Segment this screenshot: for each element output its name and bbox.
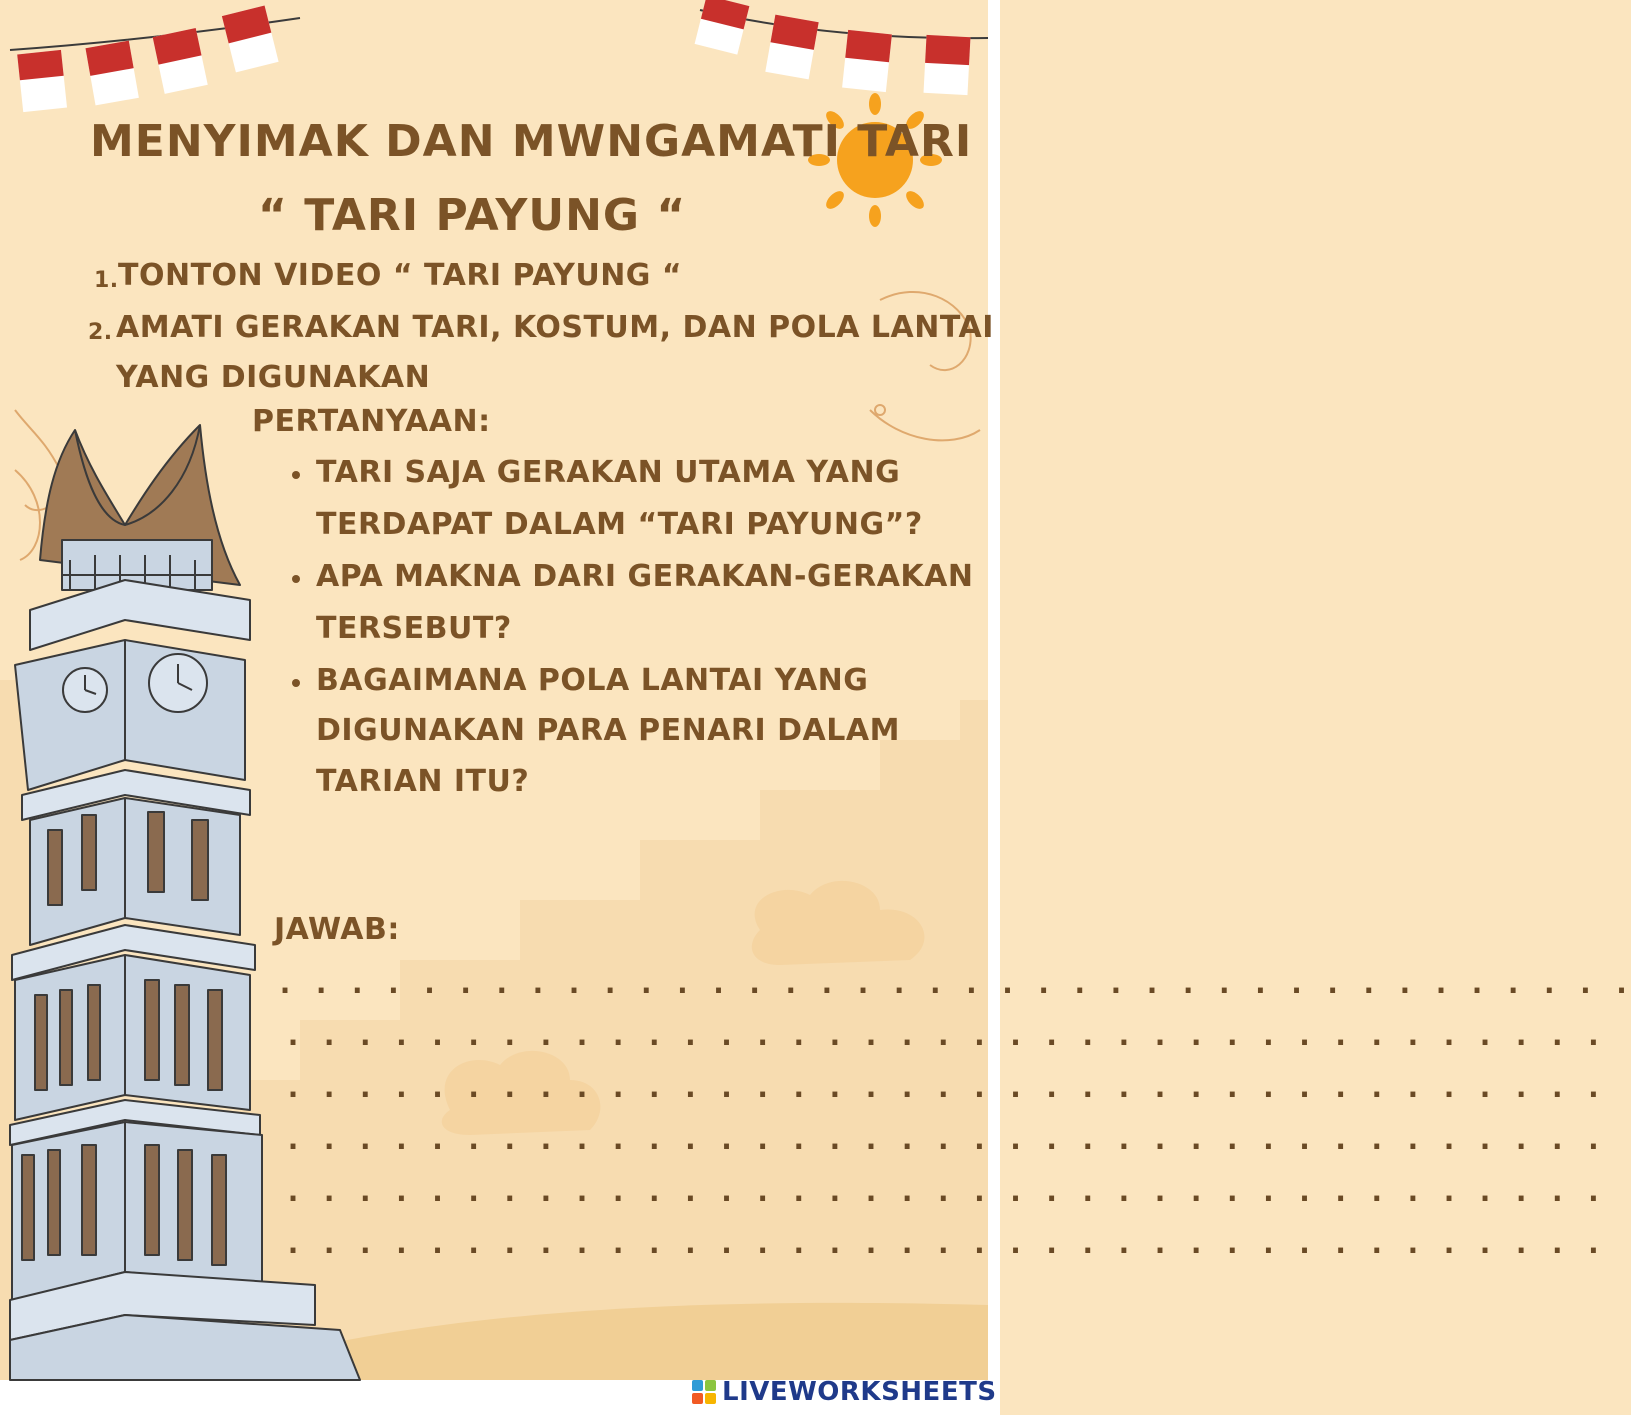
step-number: 2. (88, 320, 113, 345)
page-title: MENYIMAK DAN MWNGAMATI TARI (90, 116, 973, 167)
liveworksheets-logo-icon (692, 1380, 716, 1404)
question-2-line-1: APA MAKNA DARI GERAKAN-GERAKAN (316, 559, 974, 594)
answer-label: JAWAB: (274, 912, 400, 947)
question-1-line-2: TERDAPAT DALAM “TARI PAYUNG”? (316, 507, 923, 542)
step-1-text: TONTON VIDEO “ TARI PAYUNG “ (118, 258, 683, 293)
bullet-icon (292, 471, 300, 479)
bullet-icon (292, 575, 300, 583)
question-1-line-1: TARI SAJA GERAKAN UTAMA YANG (316, 455, 901, 490)
liveworksheets-footer[interactable] (692, 1377, 997, 1407)
liveworksheets-brand: LIVEWORKSHEETS (722, 1377, 997, 1407)
answer-line-1[interactable]: . . . . . . . . . . . . . . . . . . . . . . . . . . . . . . . . . . . . . . (276, 966, 1631, 1001)
question-3-line-1: BAGAIMANA POLA LANTAI YANG (316, 663, 869, 698)
answer-line-4[interactable]: . . . . . . . . . . . . . . . . . . . . . . . . . . . . . . . . . . . . . (284, 1122, 1603, 1157)
question-3-line-2: DIGUNAKAN PARA PENARI DALAM (316, 713, 900, 748)
question-3-line-3: TARIAN ITU? (316, 764, 530, 799)
step-2-text-continued: YANG DIGUNAKAN (116, 360, 431, 395)
answer-line-6[interactable]: . . . . . . . . . . . . . . . . . . . . . . . . . . . . . . . . . . . . . (284, 1226, 1603, 1261)
question-2-line-2: TERSEBUT? (316, 611, 512, 646)
answer-line-3[interactable]: . . . . . . . . . . . . . . . . . . . . . . . . . . . . . . . . . . . . . (284, 1070, 1603, 1105)
answer-line-5[interactable]: . . . . . . . . . . . . . . . . . . . . . . . . . . . . . . . . . . . . . (284, 1174, 1603, 1209)
answer-line-2[interactable]: . . . . . . . . . . . . . . . . . . . . . . . . . . . . . . . . . . . . . (284, 1018, 1603, 1053)
page-subtitle: “ TARI PAYUNG “ (258, 190, 687, 241)
step-2-text: AMATI GERAKAN TARI, KOSTUM, DAN POLA LANTAI (116, 310, 994, 345)
questions-heading: PERTANYAAN: (252, 404, 491, 439)
bullet-icon (292, 679, 300, 687)
step-number: 1. (94, 268, 119, 293)
